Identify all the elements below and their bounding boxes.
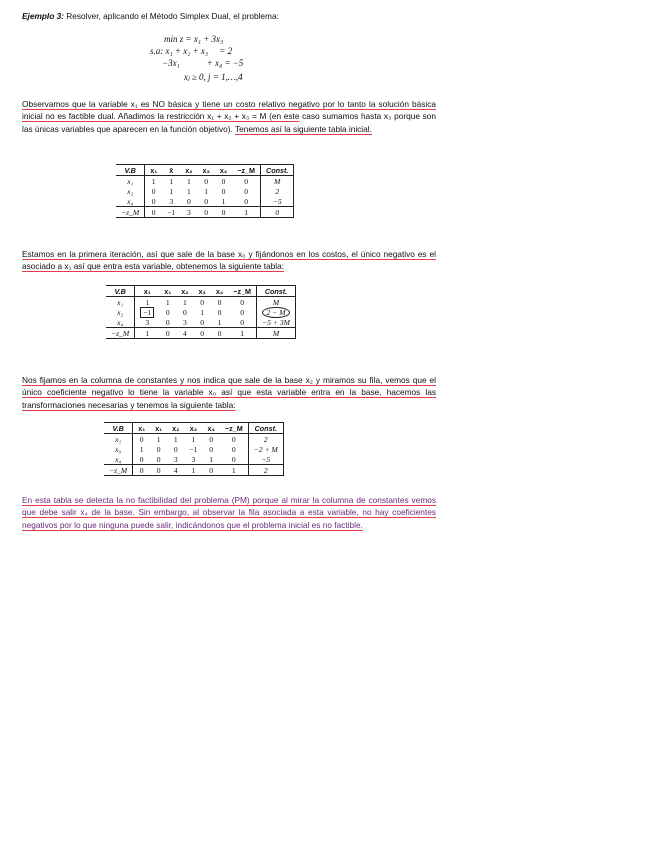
table-cell: 0 <box>200 317 205 327</box>
table-cell: 1 <box>169 186 174 196</box>
table-cell <box>135 307 160 317</box>
column-header: x₂ <box>167 423 184 434</box>
table-cell: 1 <box>173 434 178 444</box>
column-header: x₁ <box>159 286 176 297</box>
column-header: x₁ <box>135 286 160 297</box>
table-cell: M <box>261 176 294 187</box>
table-cell: 0 <box>244 186 249 196</box>
table-cell: 0 <box>244 196 249 206</box>
table-cell: 0 <box>204 196 209 206</box>
table-cell: 0 <box>215 207 232 218</box>
constraint-1: s.a: x₁ + x₂ + x₃ = 2 <box>150 46 233 56</box>
table-cell: 1 <box>182 297 187 307</box>
table-row <box>116 176 294 187</box>
table-cell: 1 <box>156 434 161 444</box>
simplex-table-iteration-2 <box>104 422 284 476</box>
column-header: −z_M <box>232 165 260 176</box>
table-cell: 0 <box>200 297 205 307</box>
column-header: x₄ <box>215 165 232 176</box>
paragraph-2 <box>22 248 436 273</box>
pivot-ellipse: 2 − M <box>262 307 289 318</box>
table-cell: 3 <box>145 317 150 327</box>
table-cell: 0 <box>240 307 245 317</box>
table-cell: 2 <box>261 186 294 196</box>
table-cell: 0 <box>159 328 176 339</box>
table-cell: 3 <box>180 207 197 218</box>
table-cell: 4 <box>176 328 193 339</box>
table-cell: 3 <box>191 454 196 464</box>
table-row <box>106 317 296 328</box>
table-cell: 0 <box>240 317 245 327</box>
table-cell: −1 <box>189 444 198 454</box>
table-row <box>106 307 296 317</box>
simplex-table-iteration-1 <box>106 285 296 339</box>
table-cell: 0 <box>221 176 226 186</box>
column-header: x₄ <box>211 286 228 297</box>
table-cell: −1 <box>162 207 180 218</box>
column-header: Const. <box>261 165 294 176</box>
table-cell: 1 <box>209 454 214 464</box>
table-cell: 1 <box>139 444 144 454</box>
table-cell: 0 <box>231 454 236 464</box>
table-cell: 0 <box>231 434 236 444</box>
constraint-2: −3x₁ + x₄ = −5 <box>162 58 244 68</box>
table-cell: 1 <box>145 297 150 307</box>
table-cell: −z_M <box>104 465 133 476</box>
column-header: x₂ <box>180 165 197 176</box>
table-cell: 3 <box>182 317 187 327</box>
column-header: x₂ <box>176 286 193 297</box>
table-cell: 4 <box>167 465 184 476</box>
column-header: −z_M <box>220 423 248 434</box>
table-cell: x₀ <box>104 444 133 454</box>
column-header: x₃ <box>184 423 202 434</box>
conclusion-paragraph <box>22 494 436 531</box>
paragraph-1-underlined: Observamos que la variable x₁ es NO básica y tiene un costo relativo negativo por lo tanto la solución básica inicial no es factible dual. Añadimos la restricción x₁ + x₂ + x₃ = M (en este <box>22 99 436 122</box>
paragraph-1-closing: Tenemos así la siguiente tabla inicial. <box>234 123 372 134</box>
table-cell: 0 <box>244 176 249 186</box>
paragraph-3-text: Nos fijamos en la columna de constantes y nos indica que sale de la base x₂ y miramos su fila, vemos que el único coeficiente negativo lo tiene la variable x₀ así que esta variable entra en la base, hacemos las transformaciones necesarias y tenemos la siguiente tabla: <box>22 375 436 410</box>
table-cell: 1 <box>191 434 196 444</box>
column-header: V.B <box>116 165 145 176</box>
table-cell: 1 <box>221 196 226 206</box>
table-row <box>106 328 296 339</box>
table-cell: 0 <box>240 297 245 307</box>
table-cell: 1 <box>204 186 209 196</box>
table-cell: 0 <box>173 444 178 454</box>
example-label: Ejemplo 3: <box>22 11 64 21</box>
table-cell: 0 <box>156 454 161 464</box>
table-cell: 0 <box>221 186 226 196</box>
table-cell: −5 + 3M <box>257 317 296 328</box>
table-cell: x₁ <box>116 176 145 187</box>
column-header: −z_M <box>228 286 256 297</box>
table-cell: 0 <box>139 434 144 444</box>
table-row <box>104 465 283 476</box>
table-cell: 1 <box>135 328 160 339</box>
table-cell: x₁ <box>106 297 135 308</box>
column-header: Const. <box>257 286 296 297</box>
table-cell: 0 <box>217 307 222 317</box>
column-header: V.B <box>104 423 133 434</box>
table-cell: x₄ <box>106 317 135 328</box>
paragraph-1-rest: caso sumamos hasta x₃ porque son las únicas variables que aparecen en la función objetivo). <box>22 111 436 134</box>
table-cell: 0 <box>211 328 228 339</box>
table-cell: 0 <box>217 297 222 307</box>
paragraph-2-text: Estamos en la primera iteración, así que sale de la base x₀ y fijándonos en los costos, el único negativo es el asociado a x₁ así que entra esta variable, obtenemos la siguiente tabla: <box>22 249 436 272</box>
table-cell: 0 <box>204 176 209 186</box>
table-cell: 0 <box>193 328 210 339</box>
table-cell: 0 <box>165 317 170 327</box>
table-row <box>116 207 294 218</box>
paragraph-1 <box>22 98 436 135</box>
table-cell: 0 <box>261 207 294 218</box>
table-cell: x₁ <box>104 434 133 445</box>
column-header: x₃ <box>193 286 210 297</box>
column-header: x₁ <box>145 165 162 176</box>
table-cell: x₂ <box>106 307 135 317</box>
table-cell: 1 <box>151 176 156 186</box>
table-cell: −5 <box>248 454 283 465</box>
column-header: x̄ <box>162 165 180 176</box>
simplex-table-initial <box>116 164 294 218</box>
table-cell: x₄ <box>104 454 133 465</box>
table-cell: M <box>257 328 296 339</box>
table-cell: 0 <box>165 307 170 317</box>
column-header: x₁ <box>150 423 167 434</box>
objective-function: min z = x₁ + 3x₃ <box>164 34 224 44</box>
table-row <box>104 454 283 465</box>
table-cell: 1 <box>186 186 191 196</box>
table-cell: 0 <box>151 196 156 206</box>
table-cell: 3 <box>173 454 178 464</box>
table-cell: 0 <box>202 465 219 476</box>
table-cell: 1 <box>165 297 170 307</box>
table-cell: 0 <box>209 434 214 444</box>
table-header-row <box>116 165 294 176</box>
nonnegativity-constraint: xⱼ ≥ 0, j = 1,…,4 <box>184 72 243 82</box>
table-cell: 0 <box>182 307 187 317</box>
table-cell: 0 <box>145 207 162 218</box>
table-cell: 0 <box>139 454 144 464</box>
table-cell: 1 <box>169 176 174 186</box>
table-cell: 0 <box>186 196 191 206</box>
table-cell: −z_M <box>116 207 145 218</box>
table-cell: −z_M <box>106 328 135 339</box>
conclusion-text: En esta tabla se detecta la no factibilidad del problema (PM) porque al mirar la columna de constantes vemos que debe salir x₄ de la base. Sin embargo, al observar la fila asociada a esta variable, no hay coeficientes negativos por lo que ninguna puede salir, indicándonos que el problema inicial es no factible. <box>22 495 436 530</box>
column-header: Const. <box>248 423 283 434</box>
column-header: V.B <box>106 286 135 297</box>
example-heading <box>22 10 279 22</box>
table-cell: 3 <box>169 196 174 206</box>
table-row <box>116 196 294 207</box>
table-cell: 1 <box>232 207 260 218</box>
table-cell: M <box>257 297 296 308</box>
table-cell: 0 <box>133 465 150 476</box>
table-cell: x₄ <box>116 196 145 207</box>
table-cell: 0 <box>197 207 214 218</box>
table-row <box>104 444 283 454</box>
table-header-row <box>104 423 283 434</box>
table-cell: 1 <box>184 465 202 476</box>
table-row <box>116 186 294 196</box>
pivot-box: −1 <box>140 307 154 318</box>
column-header: x₁ <box>133 423 150 434</box>
table-cell: x₂ <box>116 186 145 196</box>
table-cell: 1 <box>220 465 248 476</box>
table-header-row <box>106 286 296 297</box>
table-cell: 0 <box>209 444 214 454</box>
table-cell: 1 <box>228 328 256 339</box>
table-cell: 0 <box>231 444 236 454</box>
table-cell: 1 <box>186 176 191 186</box>
table-cell: 1 <box>200 307 205 317</box>
table-cell: −5 <box>261 196 294 207</box>
table-cell: 0 <box>156 444 161 454</box>
table-cell: 2 <box>248 434 283 445</box>
table-row <box>106 297 296 308</box>
table-row <box>104 434 283 445</box>
table-cell: 0 <box>151 186 156 196</box>
table-cell: 0 <box>150 465 167 476</box>
column-header: x₃ <box>197 165 214 176</box>
table-cell: 2 <box>248 465 283 476</box>
table-cell: 1 <box>217 317 222 327</box>
example-statement: Resolver, aplicando el Método Simplex Dual, el problema: <box>63 11 279 21</box>
table-cell <box>257 307 296 317</box>
paragraph-3 <box>22 374 436 411</box>
column-header: x₄ <box>202 423 219 434</box>
table-cell: −2 + M <box>248 444 283 454</box>
